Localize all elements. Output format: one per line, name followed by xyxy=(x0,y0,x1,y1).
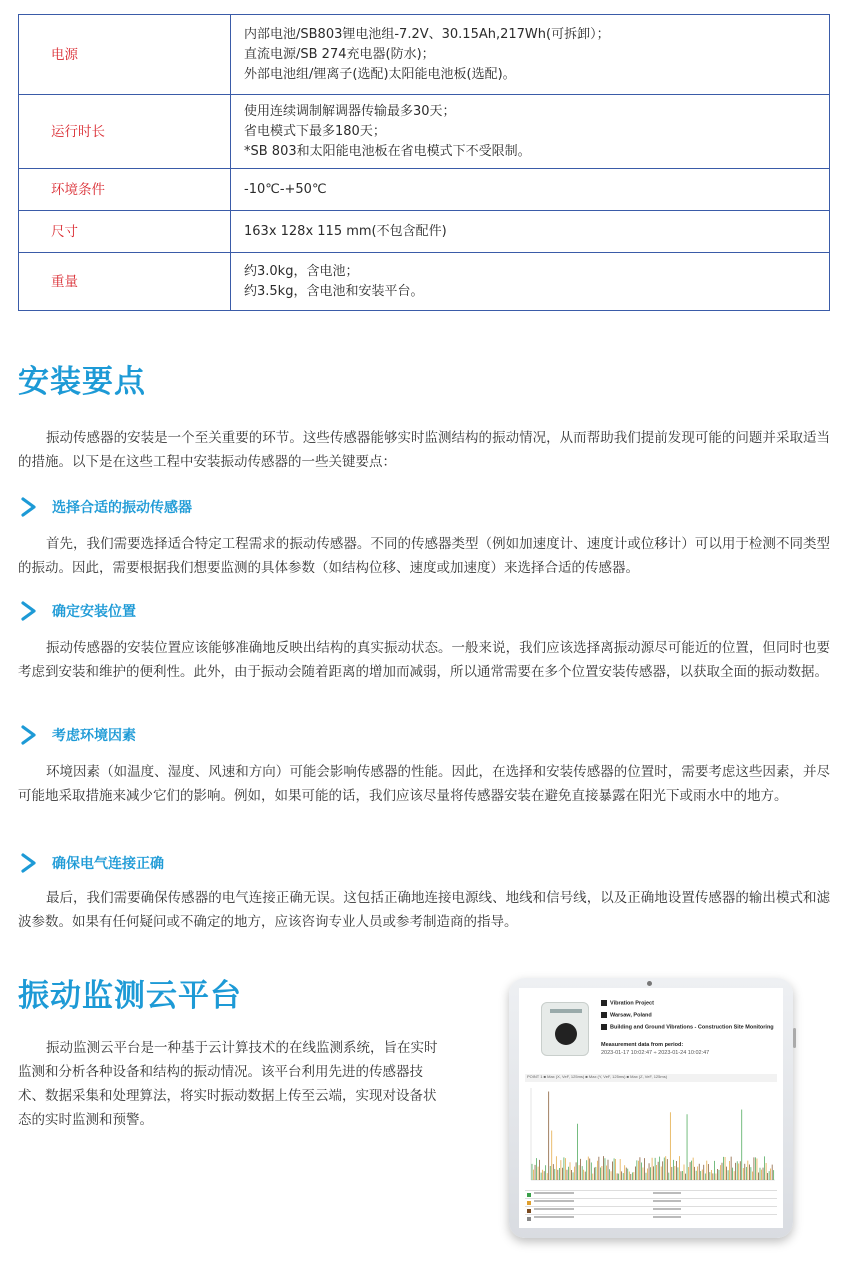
subheading xyxy=(18,852,164,874)
subheading xyxy=(18,496,192,518)
spec-line: 163x 128x 115 mm(不包含配件) xyxy=(244,223,447,239)
spec-label: 电源 xyxy=(19,15,231,95)
spec-value xyxy=(231,253,830,311)
tablet-image xyxy=(509,978,793,1238)
subheading xyxy=(18,600,136,622)
subheading-title: 考虑环境因素 xyxy=(52,728,136,744)
section-heading-install: 安装要点 xyxy=(18,364,146,400)
spec-value xyxy=(231,169,830,211)
spec-line: *SB 803和太阳能电池板在省电模式下不受限制。 xyxy=(244,143,531,159)
spec-line: 内部电池/SB803锂电池组-7.2V、30.15Ah,217Wh(可拆卸）； xyxy=(244,26,610,42)
install-intro: 振动传感器的安装是一个至关重要的环节。这些传感器能够实时监测结构的振动情况，从而帮助我们提前发现可能的问题并采取适当的措施。以下是在这些工程中安装振动传感器的一些关键要点： xyxy=(18,430,830,470)
sensor-device-image xyxy=(541,1002,589,1056)
spec-label: 环境条件 xyxy=(19,169,231,211)
spec-line: 使用连续调制解调器传输最多30天； xyxy=(244,103,456,119)
table-row xyxy=(19,169,830,211)
period-label: Measurement data from period: xyxy=(601,1042,684,1048)
spec-label: 运行时长 xyxy=(19,95,231,169)
spec-value xyxy=(231,95,830,169)
chart-header: POINT 1 ■ Max (X, VeF, 125ms) ■ Max (Y, VeF, 125ms) ■ Max (Z, VeF, 125ms) xyxy=(525,1074,777,1082)
table-row xyxy=(19,253,830,311)
spec-line: 外部电池组/锂离子(选配)太阳能电池板(选配)。 xyxy=(244,66,516,82)
platform-paragraph: 振动监测云平台是一种基于云计算技术的在线监测系统，旨在实时监测和分析各种设备和结构的振动情况。该平台利用先进的传感器技术、数据采集和处理算法，将实时振动数据上传至云端，实现对设备状态的实时监测和预警。 xyxy=(18,1040,438,1128)
side-button xyxy=(793,1028,796,1048)
spec-line: -10℃-+50℃ xyxy=(244,181,327,197)
category-line xyxy=(601,1024,774,1030)
table-row xyxy=(19,95,830,169)
spec-line: 直流电源/SB 274充电器(防水)； xyxy=(244,46,435,62)
camera-dot xyxy=(647,981,652,986)
spec-line: 约3.5kg，含电池和安装平台。 xyxy=(244,283,424,299)
subheading xyxy=(18,724,136,746)
category-name: Building and Ground Vibrations - Construction Site Monitoring xyxy=(610,1024,774,1031)
table-row xyxy=(19,15,830,95)
paragraph: 振动传感器的安装位置应该能够准确地反映出结构的真实振动状态。一般来说，我们应该选择离振动源尽可能近的位置，但同时也要考虑到安装和维护的便利性。此外，由于振动会随着距离的增加而减弱，所以通常需要在多个位置安装传感器，以获取全面的振动数据。 xyxy=(18,640,830,680)
chevron-right-icon xyxy=(18,496,42,518)
location-line xyxy=(601,1012,652,1018)
paragraph: 最后，我们需要确保传感器的电气连接正确无误。这包括正确地连接电源线、地线和信号线，以及正确地设置传感器的输出模式和滤波参数。如果有任何疑问或不确定的地方，应该咨询专业人员或参考制造商的指导。 xyxy=(18,890,830,930)
subheading-title: 确定安装位置 xyxy=(52,604,136,620)
project-line xyxy=(601,1000,654,1006)
spec-label: 尺寸 xyxy=(19,211,231,253)
tablet-screen xyxy=(519,988,783,1228)
paragraph: 环境因素（如温度、湿度、风速和方向）可能会影响传感器的性能。因此，在选择和安装传感器的位置时，需要考虑这些因素，并尽可能地采取措施来减少它们的影响。例如，如果可能的话，我们应该尽量将传感器安装在避免直接暴露在阳光下或雨水中的地方。 xyxy=(18,764,830,804)
chevron-right-icon xyxy=(18,852,42,874)
period-value: 2023-01-17 10:02:47 ÷ 2023-01-24 10:02:47 xyxy=(601,1050,710,1056)
spec-line: 省电模式下最多180天； xyxy=(244,123,386,139)
project-name: Vibration Project xyxy=(610,1000,654,1007)
location-icon xyxy=(601,1012,607,1018)
location-name: Warsaw, Poland xyxy=(610,1012,652,1019)
table-row xyxy=(19,211,830,253)
spec-label: 重量 xyxy=(19,253,231,311)
project-icon xyxy=(601,1000,607,1006)
data-table xyxy=(525,1190,777,1222)
spec-value xyxy=(231,15,830,95)
subheading-title: 确保电气连接正确 xyxy=(52,856,164,872)
vibration-chart xyxy=(525,1084,777,1184)
paragraph: 首先，我们需要选择适合特定工程需求的振动传感器。不同的传感器类型（例如加速度计、速度计或位移计）可以用于检测不同类型的振动。因此，需要根据我们想要监测的具体参数（如结构位移、速度或加速度）来选择合适的传感器。 xyxy=(18,536,830,576)
section-heading-platform: 振动监测云平台 xyxy=(18,978,242,1014)
chevron-right-icon xyxy=(18,724,42,746)
category-icon xyxy=(601,1024,607,1030)
spec-line: 约3.0kg，含电池； xyxy=(244,263,359,279)
subheading-title: 选择合适的振动传感器 xyxy=(52,500,192,516)
spec-table xyxy=(18,14,830,311)
chevron-right-icon xyxy=(18,600,42,622)
spec-value xyxy=(231,211,830,253)
